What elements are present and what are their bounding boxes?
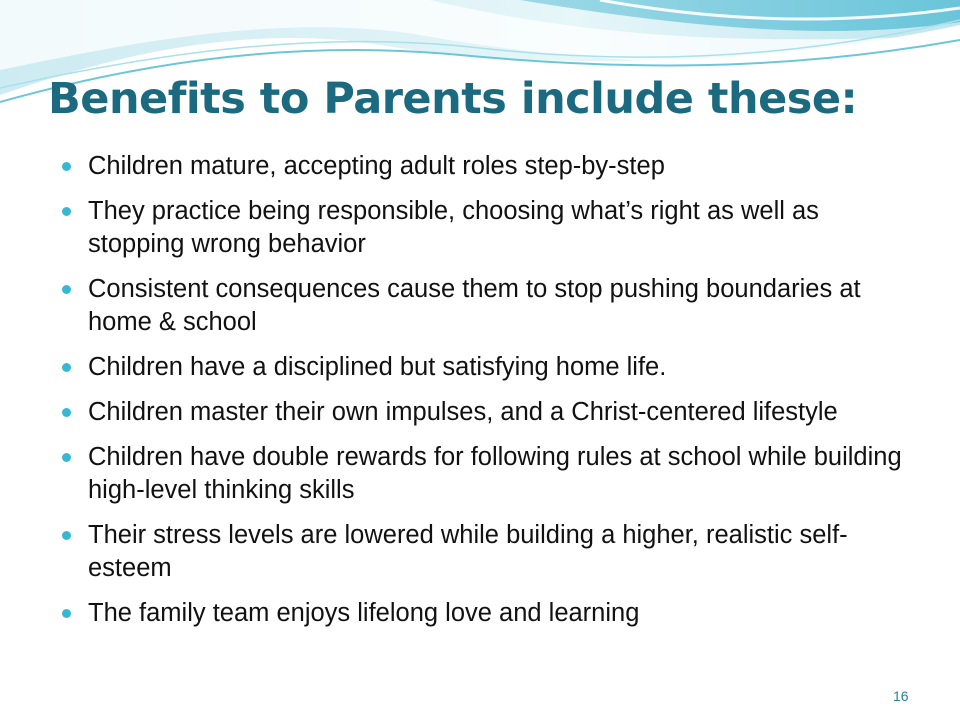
bullet-list — [58, 150, 918, 642]
bullet-marker-icon — [62, 285, 71, 294]
bullet-item — [58, 195, 918, 261]
bullet-marker-icon — [62, 453, 71, 462]
bullet-marker-icon — [62, 609, 71, 618]
bullet-marker-icon — [62, 363, 71, 372]
bullet-item — [58, 519, 918, 585]
bullet-text: They practice being responsible, choosing what’s right as well as stopping wrong behavior — [88, 197, 819, 258]
bullet-text: Their stress levels are lowered while building a higher, realistic self-esteem — [88, 521, 848, 582]
bullet-text: The family team enjoys lifelong love and learning — [88, 599, 640, 627]
bullet-item — [58, 396, 918, 429]
bullet-item — [58, 351, 918, 384]
bullet-text: Consistent consequences cause them to stop pushing boundaries at home & school — [88, 275, 861, 336]
bullet-item — [58, 273, 918, 339]
bullet-text: Children have a disciplined but satisfying home life. — [88, 353, 667, 381]
page-number: 16 — [893, 688, 909, 704]
bullet-text: Children mature, accepting adult roles step-by-step — [88, 152, 665, 180]
bullet-marker-icon — [62, 531, 71, 540]
bullet-item — [58, 597, 918, 630]
slide-title: Benefits to Parents include these: — [48, 74, 858, 124]
bullet-marker-icon — [62, 162, 71, 171]
bullet-item — [58, 150, 918, 183]
bullet-item — [58, 441, 918, 507]
bullet-text: Children master their own impulses, and a Christ-centered lifestyle — [88, 398, 838, 426]
bullet-marker-icon — [62, 207, 71, 216]
bullet-text: Children have double rewards for following rules at school while building high-level thinking skills — [88, 443, 902, 504]
bullet-marker-icon — [62, 408, 71, 417]
